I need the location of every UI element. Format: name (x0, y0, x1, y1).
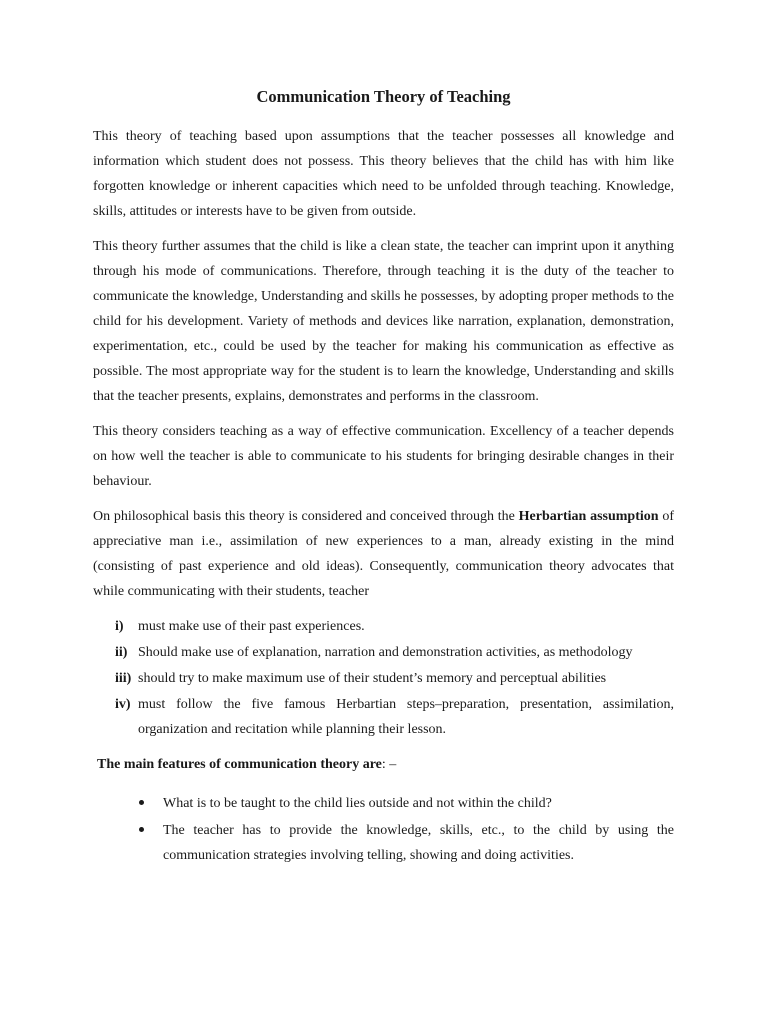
philosophical-text-end: of appreciative man i.e., assimilation of new experiences to a man, already existing in the mind (consisting of past experience and old ideas). Consequently, communication theory advocates that while communicating with their students, teacher (93, 509, 674, 599)
paragraph-philosophical (93, 504, 674, 604)
paragraph-1: This theory of teaching based upon assumptions that the teacher possesses all knowledge and information which student does not possess. This theory believes that the child has with him like forgotten knowledge or inherent capacities which need to be unfolded through teaching. Knowledge, skills, attitudes or interests have to be given from outside. (93, 129, 674, 219)
features-heading-bold: The main features of communication theory are (97, 757, 382, 772)
document-page (93, 86, 674, 870)
list-item-number: iii) (115, 671, 132, 686)
paragraph-3: This theory considers teaching as a way of effective communication. Excellency of a teacher depends on how well the teacher is able to communicate to his students for bringing desirable changes in their behaviour. (93, 424, 674, 489)
list-item (93, 614, 674, 639)
features-heading (97, 752, 674, 777)
list-item (93, 666, 674, 691)
feature-text: What is to be taught to the child lies outside and not within the child? (163, 796, 552, 811)
features-heading-suffix: : – (381, 757, 397, 772)
bullet-icon (93, 791, 163, 816)
list-item-number: i) (115, 619, 124, 634)
document-title: Communication Theory of Teaching (256, 87, 511, 106)
philosophical-text-start: On philosophical basis this theory is considered and conceived through the (93, 509, 519, 524)
list-item-number: ii) (115, 645, 128, 660)
feature-text: The teacher has to provide the knowledge, skills, etc., to the child by using the communication strategies involving telling, showing and doing activities. (163, 823, 674, 863)
list-item (93, 640, 674, 665)
bullet-icon (93, 818, 163, 868)
herbartian-assumption-term: Herbartian assumption (518, 509, 659, 524)
paragraph-2: This theory further assumes that the child is like a clean state, the teacher can imprint upon it anything through his mode of communications. Therefore, through teaching it is the duty of the teacher to communicate the knowledge, Understanding and skills he possesses, by adopting proper methods to the child for his development. Variety of methods and devices like narration, explanation, demonstration, experimentation, etc., could be used by the teacher for making his communication as effective as possible. The most appropriate way for the student is to learn the knowledge, Understanding and skills that the teacher presents, explains, demonstrates and performs in the classroom. (93, 239, 674, 404)
list-item-text: should try to make maximum use of their student’s memory and perceptual abilities (138, 671, 607, 686)
list-item (93, 692, 674, 742)
teacher-guidelines-list (93, 614, 674, 742)
list-item-number: iv) (115, 697, 131, 712)
list-item-text: Should make use of explanation, narration and demonstration activities, as methodology (138, 645, 633, 660)
list-item (93, 791, 674, 816)
list-item-text: must follow the five famous Herbartian steps–preparation, presentation, assimilation, organization and recitation while planning their lesson. (138, 697, 674, 737)
list-item-text: must make use of their past experiences. (138, 619, 365, 634)
features-list (93, 791, 674, 868)
list-item (93, 818, 674, 868)
